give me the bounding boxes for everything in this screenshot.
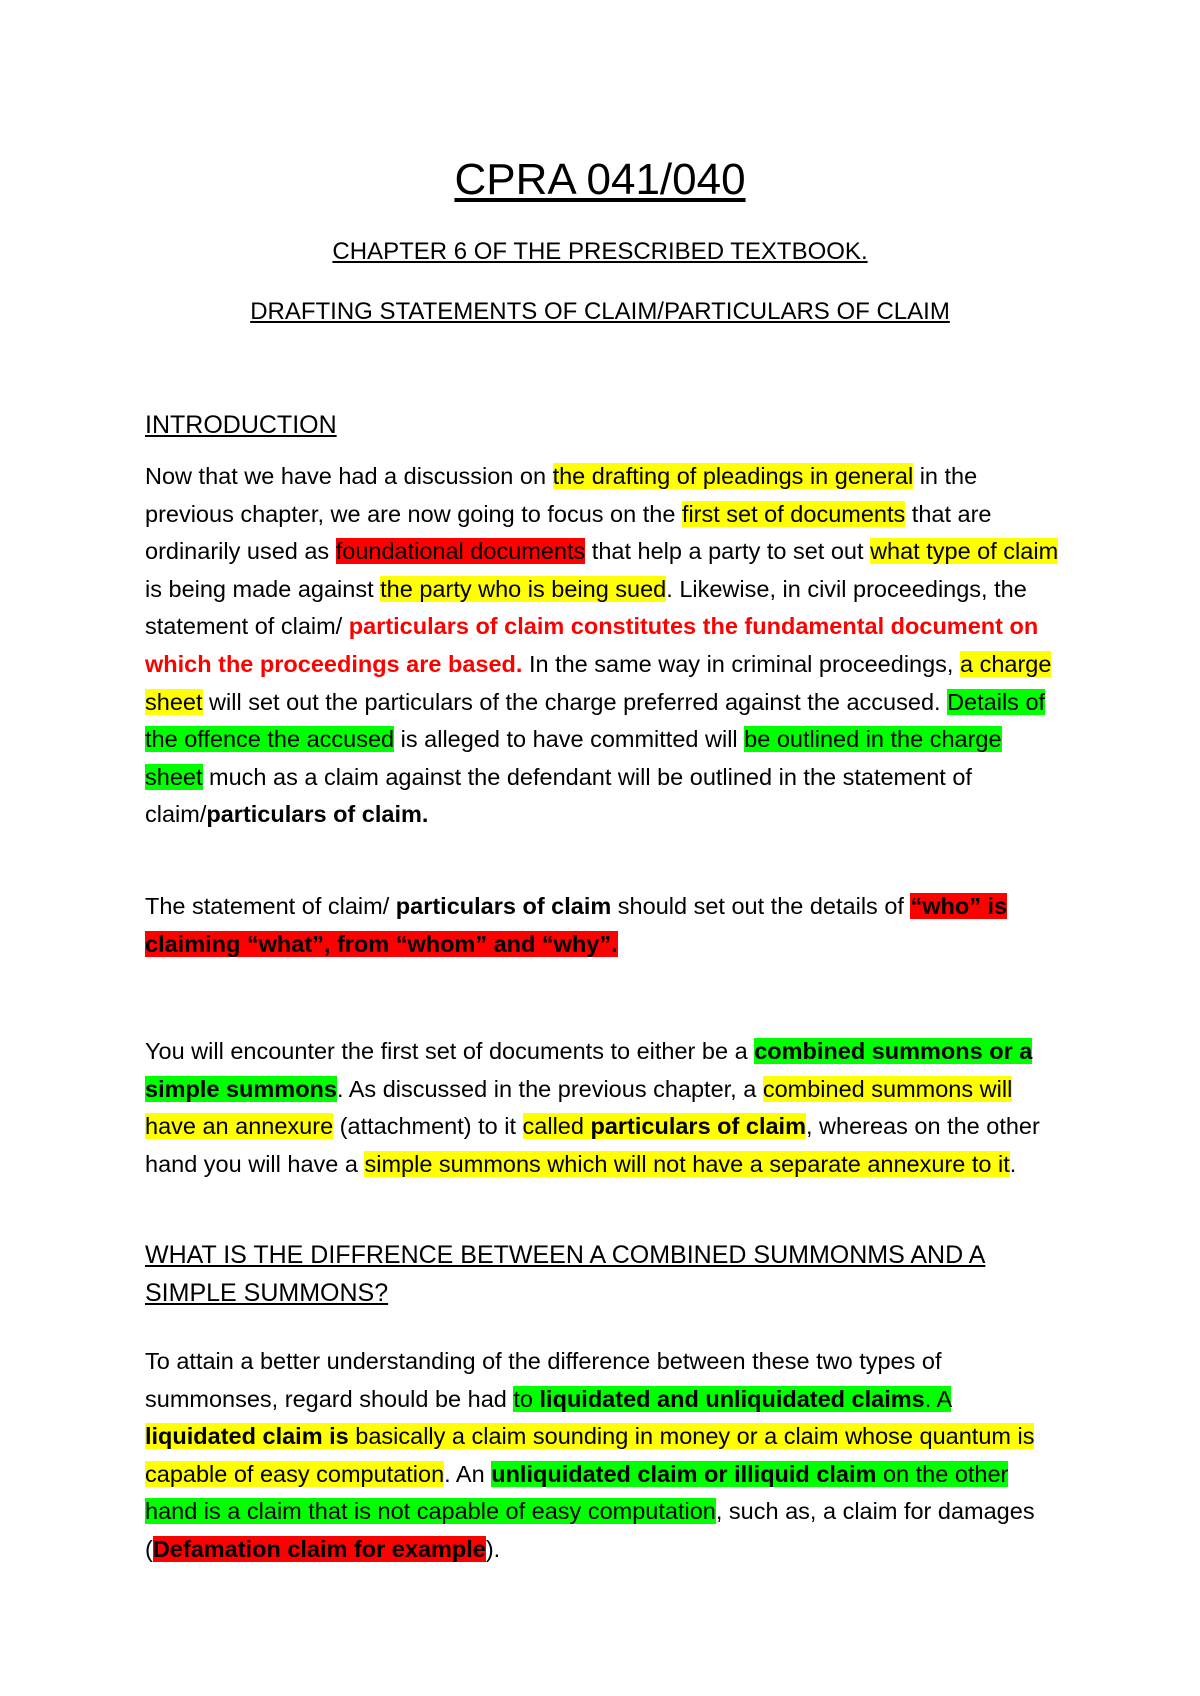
text-span: Now that we have had a discussion on <box>145 463 553 489</box>
text-span: in the previous chapter, we are now going to focus on the <box>145 463 978 527</box>
text-span: . Likewise, in civil proceedings, the statement of claim/ <box>145 575 1027 640</box>
text-span: You will encounter the first set of documents to either be a <box>145 1038 755 1064</box>
highlight-yellow: basically a claim sounding in money or a claim whose quantum is capable of easy computation <box>145 1423 1035 1487</box>
statement-paragraph <box>145 888 1065 963</box>
highlight-red: “who” is claiming “what”, from “whom” and “why”. <box>145 893 1008 957</box>
highlight-yellow: simple summons which will not have a separate annexure to it <box>364 1150 1010 1177</box>
highlight-yellow: particulars of claim <box>590 1113 806 1140</box>
text-span: that help a party to set out <box>585 538 871 565</box>
text-span: , whereas on the other hand you will have a <box>145 1113 1040 1177</box>
summons-paragraph <box>145 1033 1065 1183</box>
text-span: that are ordinarily used as <box>145 500 992 565</box>
highlight-green: be outlined in the charge sheet <box>145 726 1002 790</box>
highlight-green: to <box>513 1385 540 1412</box>
text-span: much as a claim against the defendant will be outlined in the statement of claim/ <box>145 763 972 828</box>
text-span: will set out the particulars of the charge preferred against the accused. <box>202 688 948 715</box>
text-span: To attain a better understanding of the difference between these two types of summonses, regard should be had <box>145 1348 942 1412</box>
text-span: The statement of claim/ <box>145 893 396 919</box>
highlight-yellow: a charge sheet <box>145 650 1052 715</box>
chapter-subtitle: CHAPTER 6 OF THE PRESCRIBED TEXTBOOK. <box>332 238 868 265</box>
text-span: . An <box>444 1460 492 1487</box>
highlight-yellow: combined summons will have an annexure <box>145 1075 1013 1140</box>
highlight-green: . A <box>924 1385 951 1412</box>
highlight-yellow: called <box>522 1113 591 1140</box>
highlight-green: liquidated and unliquidated claims <box>539 1385 925 1412</box>
highlight-yellow: the drafting of pleadings in general <box>552 463 914 489</box>
highlight-green: on the other hand is a claim that is not capable of easy computation <box>145 1460 1009 1525</box>
highlight-red: Defamation claim for example <box>152 1535 486 1562</box>
text-span: . <box>1009 1150 1017 1177</box>
text-span: is being made against <box>145 575 381 602</box>
highlight-yellow: what type of claim <box>870 538 1059 565</box>
bold-text: particulars of claim <box>395 893 612 919</box>
highlight-red: foundational documents <box>335 538 586 565</box>
highlight-yellow: the party who is being sued <box>380 575 667 602</box>
text-span: In the same way in criminal proceedings, <box>522 650 960 677</box>
difference-heading: WHAT IS THE DIFFRENCE BETWEEN A COMBINED SUMMONMS AND A SIMPLE SUMMONS? <box>145 1241 986 1307</box>
text-span: should set out the details of <box>611 893 911 919</box>
highlight-yellow: first set of documents <box>681 500 906 527</box>
highlight-green: combined summons or a simple summons <box>145 1038 1033 1102</box>
document-title: CPRA 041/040 <box>454 155 746 204</box>
text-span: ). <box>485 1535 501 1562</box>
claims-paragraph <box>145 1343 1065 1569</box>
introduction-heading: INTRODUCTION <box>145 411 337 439</box>
red-bold-text: particulars of claim constitutes the fundamental document on which the proceedings are based. <box>145 613 1039 677</box>
highlight-green: unliquidated claim or illiquid claim <box>491 1460 877 1487</box>
highlight-yellow: liquidated claim is <box>145 1423 349 1450</box>
text-span: is alleged to have committed will <box>394 726 745 753</box>
highlight-green: Details of the offence the accused <box>145 688 1046 753</box>
text-span: , such as, a claim for damages ( <box>145 1498 1035 1562</box>
text-span: (attachment) to it <box>333 1113 523 1140</box>
introduction-paragraph <box>145 458 1065 834</box>
topic-subtitle: DRAFTING STATEMENTS OF CLAIM/PARTICULARS OF CLAIM <box>250 298 950 325</box>
text-span: . As discussed in the previous chapter, a <box>336 1075 763 1102</box>
bold-text: particulars of claim. <box>206 801 429 828</box>
